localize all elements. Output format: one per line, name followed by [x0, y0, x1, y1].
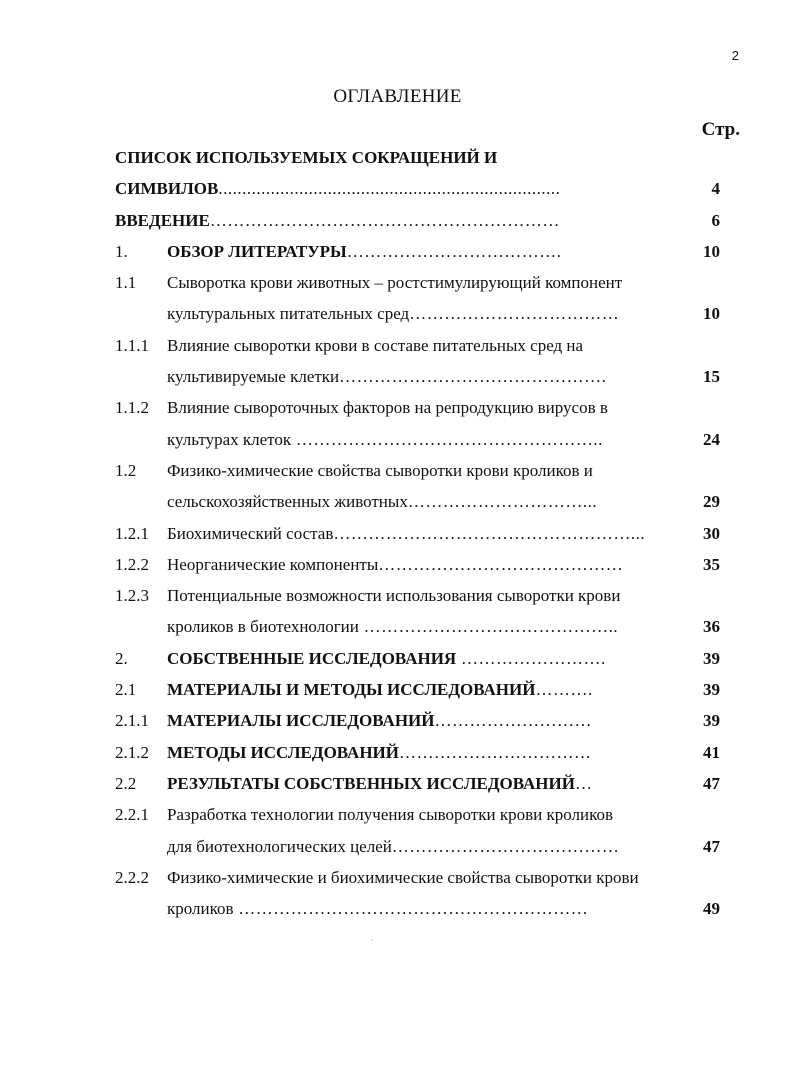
toc-entry-text: кроликов: [167, 899, 234, 919]
toc-entry: [115, 142, 741, 173]
toc-entry-page: 41: [703, 742, 720, 762]
toc-entry: [115, 893, 741, 924]
toc-entry-page: 47: [703, 836, 720, 856]
toc-entry-text: Неорганические компоненты: [167, 554, 379, 574]
toc-entry: [115, 298, 741, 329]
table-of-contents: [115, 142, 741, 924]
toc-entry: [115, 737, 741, 768]
toc-entry: [115, 799, 741, 830]
toc-entry-leader-dots: …………………………...: [407, 492, 598, 512]
toc-entry-number: 1.2.2: [115, 554, 149, 574]
toc-entry: [115, 267, 741, 298]
toc-entry: [115, 831, 741, 862]
toc-entry-text: культивируемые клетки: [167, 367, 340, 387]
toc-entry-text: МАТЕРИАЛЫ ИССЛЕДОВАНИЙ: [167, 711, 435, 731]
toc-entry-title: [167, 549, 623, 580]
toc-entry-title: [167, 267, 622, 298]
toc-entry-title: [167, 611, 618, 642]
toc-entry-leader-dots: ……….: [535, 680, 593, 700]
toc-entry-title: [115, 205, 560, 236]
toc-entry: [115, 236, 741, 267]
toc-entry-page: 39: [703, 711, 720, 731]
toc-entry: [115, 486, 741, 517]
toc-entry-leader-dots: ……………………………………………..: [291, 429, 603, 449]
toc-entry-text: ВВЕДЕНИЕ: [115, 210, 210, 230]
toc-entry-leader-dots: ……………………………….: [346, 241, 562, 261]
toc-entry-text: СОБСТВЕННЫЕ ИССЛЕДОВАНИЯ: [167, 648, 457, 668]
toc-entry-number: 1.1.2: [115, 398, 149, 418]
toc-entry-title: [167, 455, 593, 486]
toc-entry-text: РЕЗУЛЬТАТЫ СОБСТВЕННЫХ ИССЛЕДОВАНИЙ: [167, 773, 575, 793]
toc-entry: [115, 518, 741, 549]
toc-entry-title: [115, 173, 560, 204]
toc-entry-title: [167, 737, 592, 768]
toc-entry-title: [167, 330, 583, 361]
toc-entry-number: 2.2.2: [115, 867, 149, 887]
toc-entry-text: МАТЕРИАЛЫ И МЕТОДЫ ИССЛЕДОВАНИЙ: [167, 680, 536, 700]
toc-entry-number: 2.1: [115, 680, 137, 700]
toc-entry-title: [167, 674, 593, 705]
toc-entry-page: 4: [711, 179, 720, 199]
toc-entry-title: [115, 142, 497, 173]
toc-entry-leader-dots: …………………………………: [391, 836, 620, 856]
toc-entry-leader-dots: ………………………: [434, 711, 592, 731]
toc-entry-title: [167, 643, 606, 674]
toc-entry-title: [167, 361, 606, 392]
toc-entry-text: Биохимический состав: [167, 523, 334, 543]
toc-entry-text: Влияние сыворотки крови в составе питательных сред на: [167, 335, 584, 355]
toc-entry: [115, 330, 741, 361]
toc-entry-title: [167, 518, 645, 549]
toc-entry-number: 2.2: [115, 773, 137, 793]
toc-entry-page: 10: [703, 304, 720, 324]
toc-entry: [115, 674, 741, 705]
toc-entry-page: 30: [703, 523, 720, 543]
toc-entry: [115, 549, 741, 580]
toc-entry-leader-dots: ……………………………………….: [339, 367, 607, 387]
stray-mark: ·: [370, 935, 373, 945]
page-number: 2: [731, 48, 739, 63]
toc-entry-leader-dots: …………………….: [456, 648, 606, 668]
toc-entry-title: [167, 893, 588, 924]
toc-entry-title: [167, 298, 619, 329]
toc-entry-text: сельскохозяйственных животных: [167, 492, 408, 512]
toc-entry-page: 6: [711, 210, 720, 230]
toc-entry-page: 49: [703, 899, 720, 919]
toc-entry-text: Сыворотка крови животных – ростстимулирующий компонент: [167, 273, 623, 293]
toc-entry-number: 1.2: [115, 460, 137, 480]
toc-entry-leader-dots: ……………………………………………...: [333, 523, 646, 543]
toc-entry: [115, 455, 741, 486]
toc-entry-page: 15: [703, 367, 720, 387]
toc-entry-title: [167, 799, 613, 830]
toc-entry: [115, 643, 741, 674]
toc-entry-title: [167, 831, 619, 862]
toc-entry-page: 47: [703, 773, 720, 793]
toc-entry-leader-dots: ........................................................................: [218, 179, 561, 199]
toc-entry-text: Влияние сывороточных факторов на репродукцию вирусов в: [167, 398, 608, 418]
toc-entry-title: [167, 392, 608, 423]
toc-entry-number: 2.: [115, 648, 128, 668]
toc-entry-text: культурах клеток: [167, 429, 292, 449]
toc-entry-leader-dots: ……………………………………: [378, 554, 624, 574]
toc-entry-title: [167, 236, 562, 267]
toc-entry-text: кроликов в биотехнологии: [167, 617, 359, 637]
toc-entry: [115, 705, 741, 736]
toc-entry-page: 29: [703, 492, 720, 512]
toc-entry-text: МЕТОДЫ ИССЛЕДОВАНИЙ: [167, 742, 400, 762]
toc-title: ОГЛАВЛЕНИЕ: [333, 86, 462, 107]
toc-entry-number: 1.1.1: [115, 335, 149, 355]
toc-entry: [115, 580, 741, 611]
toc-entry-page: 24: [703, 429, 720, 449]
toc-entry-number: 1.: [115, 241, 128, 261]
toc-entry-title: [167, 768, 592, 799]
toc-entry-leader-dots: ……………………………………..: [358, 617, 619, 637]
toc-entry-title: [167, 424, 603, 455]
toc-entry-page: 10: [703, 241, 720, 261]
toc-entry-text: для биотехнологических целей: [167, 836, 392, 856]
toc-entry-page: 39: [703, 680, 720, 700]
toc-entry: [115, 768, 741, 799]
toc-entry-number: 2.2.1: [115, 805, 149, 825]
toc-entry-number: 2.1.2: [115, 742, 149, 762]
toc-entry-leader-dots: …: [574, 773, 593, 793]
toc-entry-leader-dots: ……………………………: [399, 742, 592, 762]
toc-entry-text: ОБЗОР ЛИТЕРАТУРЫ: [167, 241, 347, 261]
toc-entry-leader-dots: ……………………………………………………: [209, 210, 560, 230]
toc-entry-text: культуральных питательных сред: [167, 304, 410, 324]
toc-entry: [115, 862, 741, 893]
toc-entry-title: [167, 705, 592, 736]
toc-entry-text: СИМВИЛОВ: [115, 179, 219, 199]
toc-entry-title: [167, 862, 639, 893]
toc-entry-text: Разработка технологии получения сыворотки крови кроликов: [167, 805, 614, 825]
toc-entry-title: [167, 580, 620, 611]
toc-entry-page: 35: [703, 554, 720, 574]
toc-entry-text: Физико-химические свойства сыворотки крови кроликов и: [167, 460, 593, 480]
toc-entry-page: 36: [703, 617, 720, 637]
toc-entry: [115, 424, 741, 455]
toc-entry-text: Физико-химические и биохимические свойства сыворотки крови: [167, 867, 639, 887]
toc-entry-leader-dots: ………………………………: [409, 304, 620, 324]
toc-entry: [115, 392, 741, 423]
toc-entry: [115, 611, 741, 642]
toc-entry-title: [167, 486, 597, 517]
toc-entry: [115, 361, 741, 392]
toc-entry-number: 2.1.1: [115, 711, 149, 731]
toc-entry-number: 1.2.1: [115, 523, 149, 543]
toc-entry-page: 39: [703, 648, 720, 668]
toc-entry: [115, 205, 741, 236]
toc-entry-text: Потенциальные возможности использования сыворотки крови: [167, 586, 621, 606]
toc-entry-leader-dots: ……………………………………………………: [233, 899, 589, 919]
toc-entry: [115, 173, 741, 204]
toc-entry-text: СПИСОК ИСПОЛЬЗУЕМЫХ СОКРАЩЕНИЙ И: [115, 148, 498, 167]
toc-entry-number: 1.2.3: [115, 586, 149, 606]
page-column-label: Стр.: [701, 119, 740, 140]
toc-entry-number: 1.1: [115, 273, 137, 293]
